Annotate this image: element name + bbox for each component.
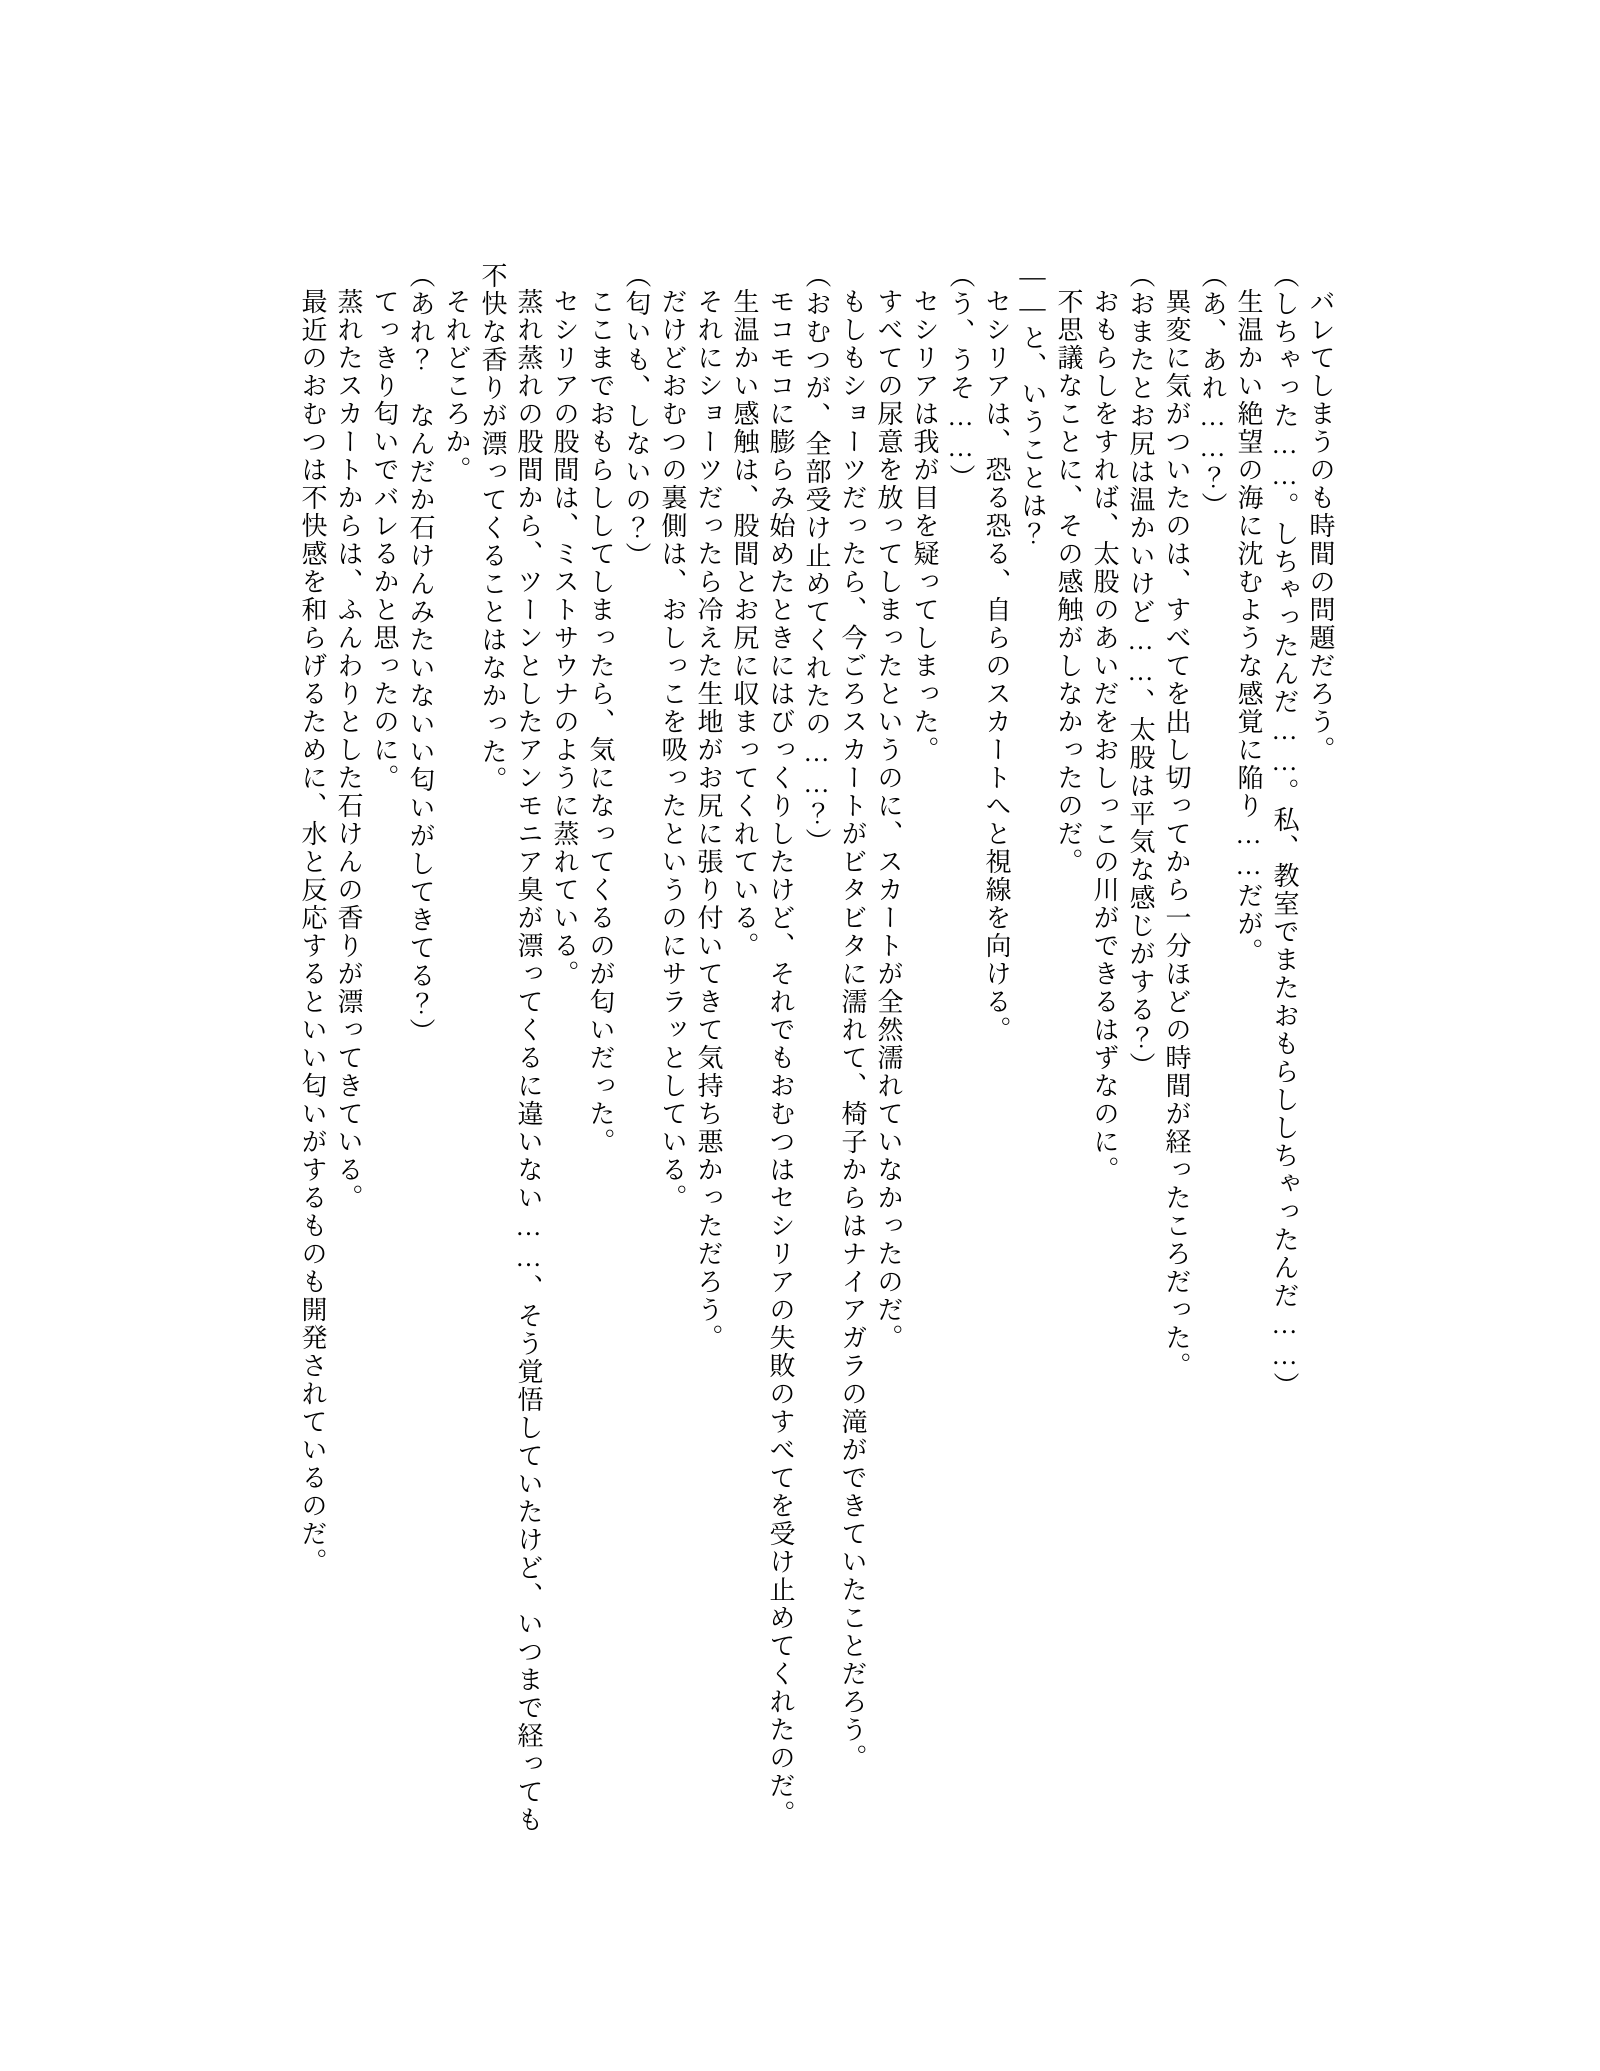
- paragraph: 蒸れたスカートからは、ふんわりとした石けんの香りが漂ってきている。: [334, 288, 363, 1212]
- paragraph: 蒸れ蒸れの股間から、ツーンとしたアンモニア臭が漂ってくるに違いない……、そう覚悟していたけど、いつまで経っても不快な香りが漂ってくることはなかった。: [478, 262, 543, 1834]
- paragraph: ここまでおもらししてしまったら、気になってくるのが匂いだった。: [586, 288, 615, 1156]
- paragraph: モコモコに膨らみ始めたときにはびっくりしたけど、それでもおむつはセシリアの失敗のすべてを受け止めてくれたのだ。: [766, 288, 795, 1828]
- paragraph: （おまたとお尻は温かいけど……、太股は平気な感じがする？）: [1126, 262, 1155, 1080]
- paragraph: てっきり匂いでバレるかと思ったのに。: [370, 288, 399, 792]
- paragraph: 異変に気がついたのは、すべてを出し切ってから一分ほどの時間が経ったころだった。: [1162, 288, 1191, 1380]
- paragraph: 不思議なことに、その感触がしなかったのだ。: [1054, 288, 1083, 876]
- paragraph: （匂いも、しないの？）: [622, 262, 651, 570]
- paragraph: （あれ？ なんだか石けんみたいないい匂いがしてきてる？）: [406, 262, 435, 1046]
- paragraph: （あ、あれ……？）: [1198, 262, 1227, 520]
- paragraph: だけどおむつの裏側は、おしっこを吸ったというのにサラッとしている。: [658, 288, 687, 1212]
- paragraph: もしもショーツだったら、今ごろスカートがビタビタに濡れて、椅子からはナイアガラの滝ができていたことだろう。: [838, 288, 867, 1772]
- paragraph: （おむつが、全部受け止めてくれたの……？）: [802, 262, 831, 856]
- paragraph: （しちゃった……。しちゃったんだ……。私、教室でまたおもらししちゃったんだ……）: [1270, 262, 1299, 1400]
- paragraph: それにショーツだったら冷えた生地がお尻に張り付いてきて気持ち悪かっただろう。: [694, 288, 723, 1352]
- paragraph: ――と、いうことは？: [1018, 262, 1047, 548]
- paragraph: 最近のおむつは不快感を和らげるために、水と反応するといい匂いがするものも開発されているのだ。: [298, 288, 327, 1576]
- paragraph: 生温かい絶望の海に沈むような感覚に陥り……だが。: [1234, 288, 1263, 966]
- paragraph: 生温かい感触は、股間とお尻に収まってくれている。: [730, 288, 759, 960]
- paragraph: すべての尿意を放ってしまったというのに、スカートが全然濡れていなかったのだ。: [874, 288, 903, 1352]
- paragraph: セシリアは我が目を疑ってしまった。: [910, 288, 939, 764]
- paragraph: セシリアは、恐る恐る、自らのスカートへと視線を向ける。: [982, 288, 1011, 1044]
- paragraph: おもらしをすれば、太股のあいだをおしっこの川ができるはずなのに。: [1090, 288, 1119, 1184]
- paragraph: それどころか。: [442, 288, 471, 484]
- vertical-text-block: [294, 262, 1338, 1834]
- paragraph: （う、うそ……）: [946, 262, 975, 492]
- paragraph: バレてしまうのも時間の問題だろう。: [1306, 288, 1335, 764]
- paragraph: セシリアの股間は、ミストサウナのように蒸れている。: [550, 288, 579, 988]
